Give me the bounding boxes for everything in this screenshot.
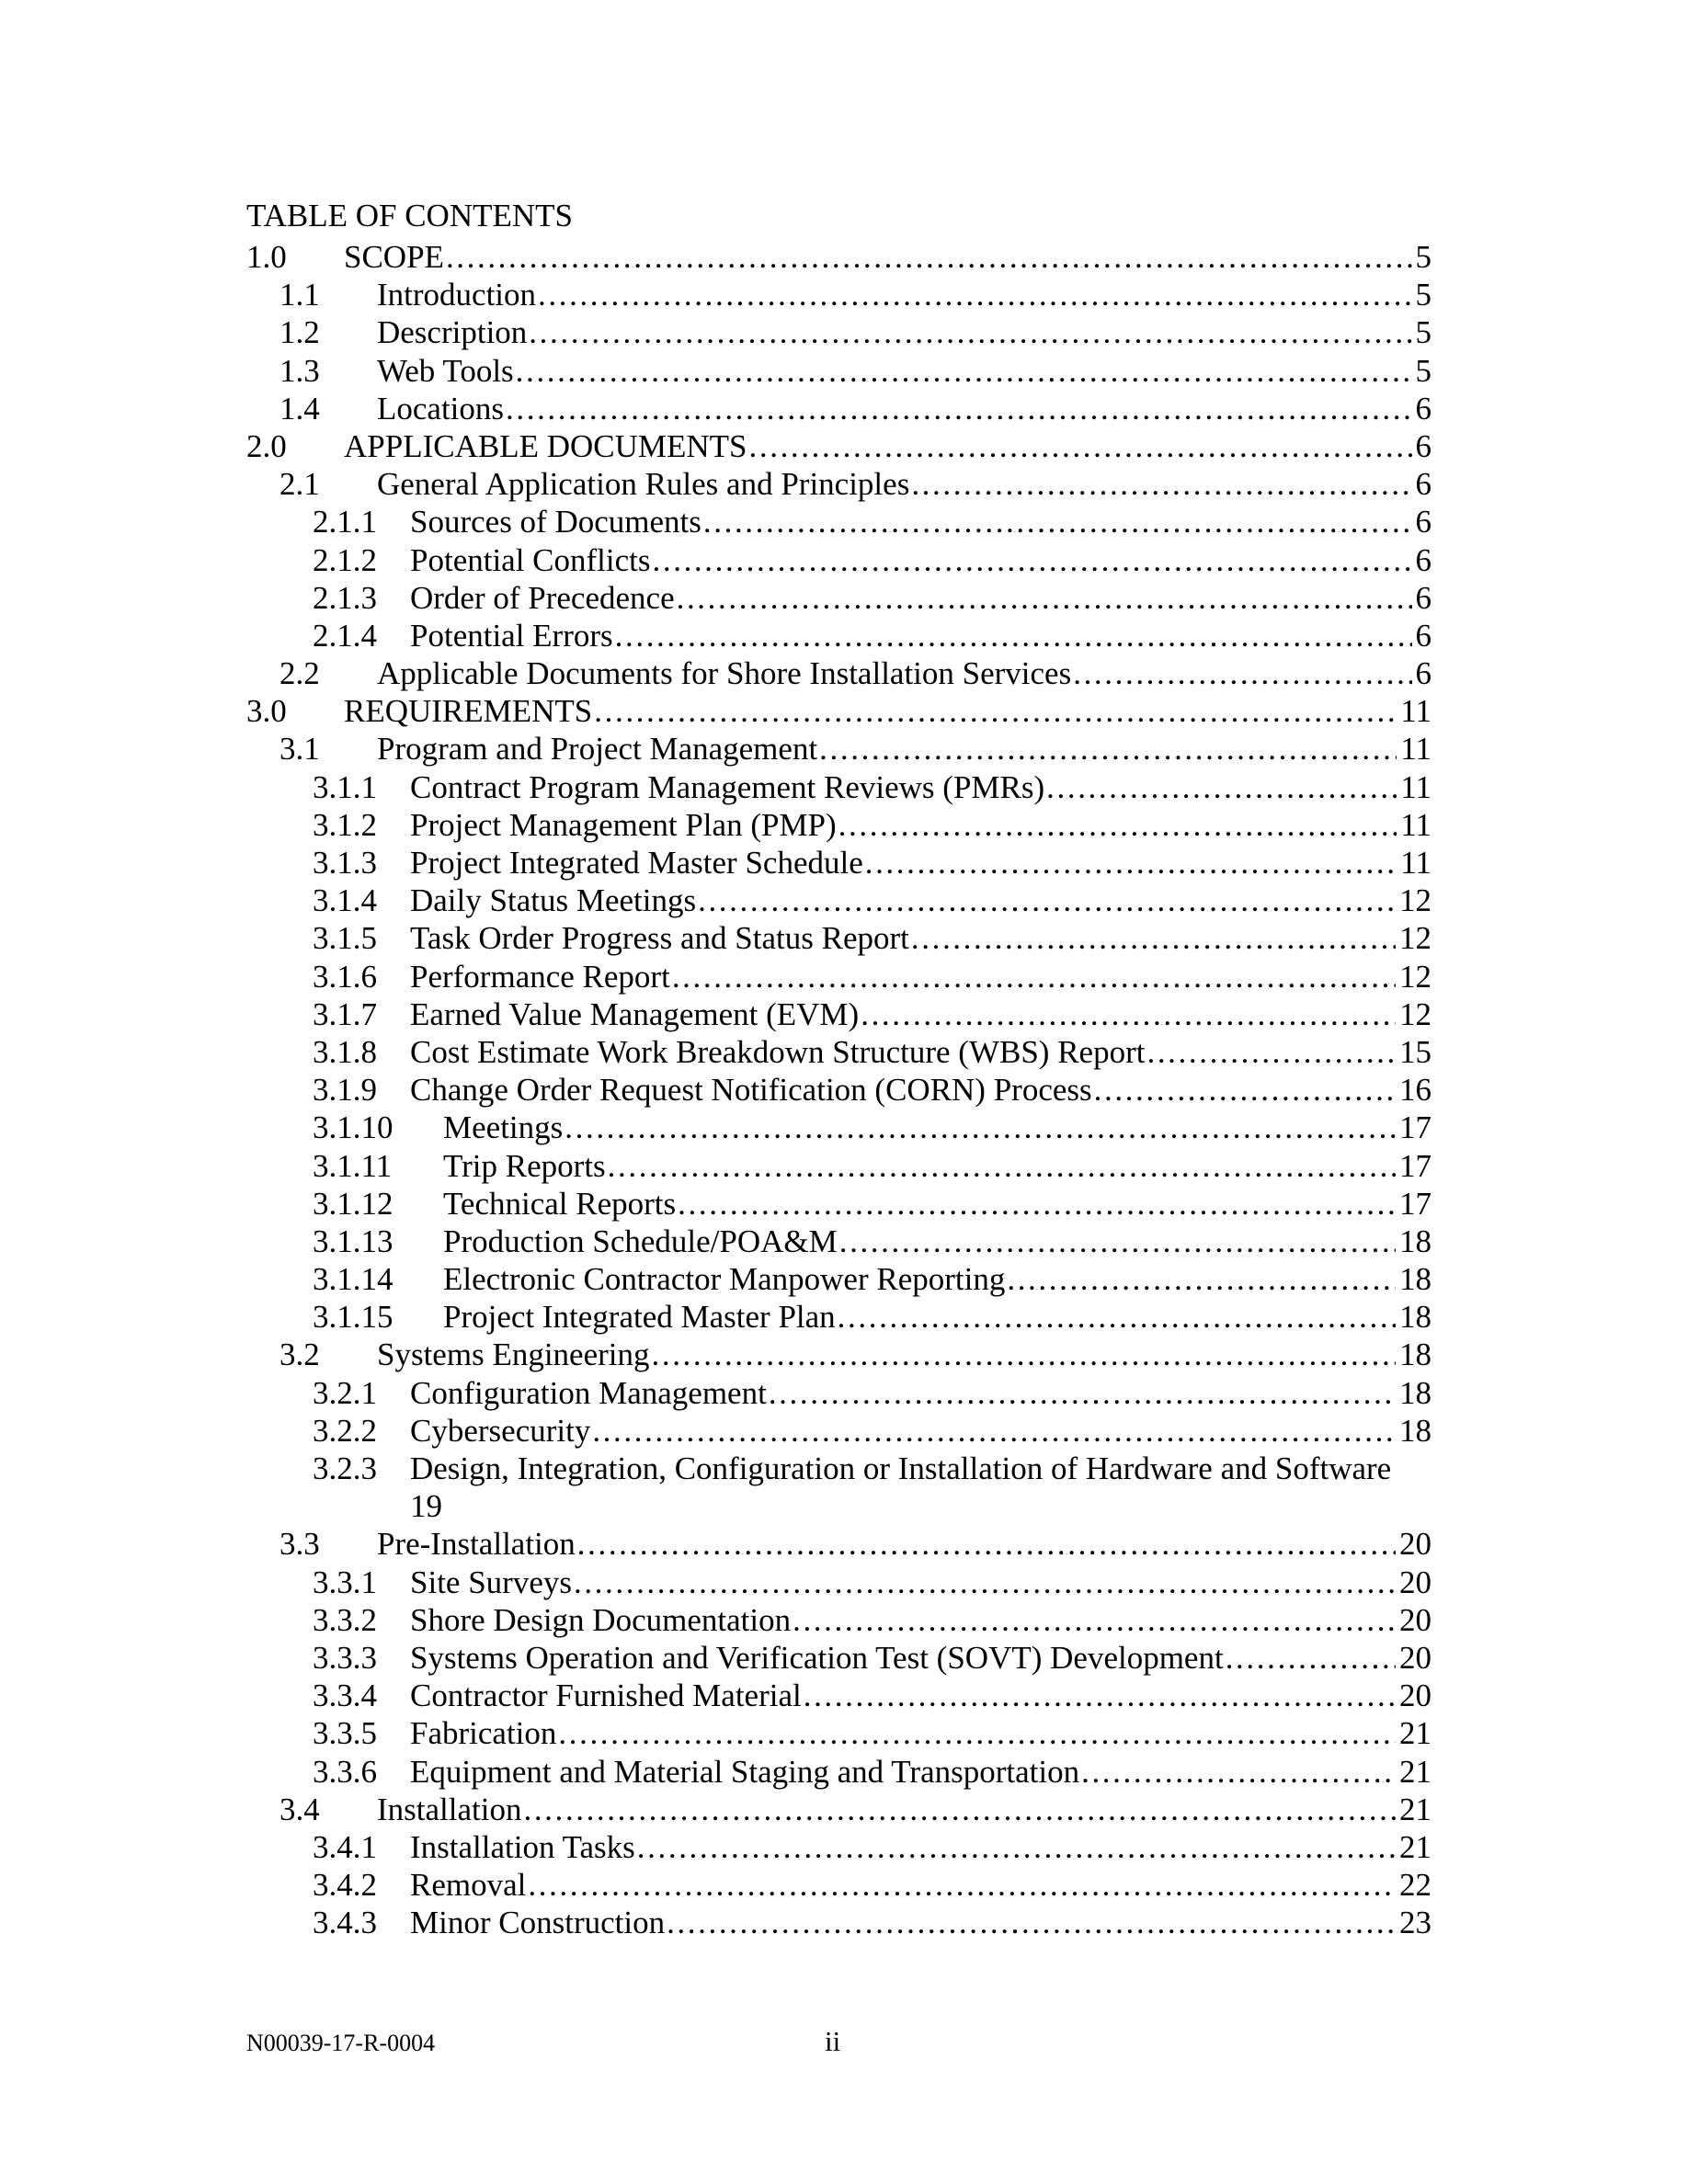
toc-dot-leader [1081,1753,1396,1791]
toc-entry[interactable] [246,1071,1431,1109]
toc-entry-number: 3.1.8 [313,1033,377,1070]
toc-entry[interactable] [246,1223,1431,1260]
toc-entry-number: 2.1.4 [313,617,377,654]
toc-entry[interactable] [246,1412,1431,1450]
toc-entry-title: Order of Precedence [410,579,675,616]
toc-entry-line [410,1828,1431,1866]
toc-entry-line [410,1071,1431,1109]
toc-entry-line [410,503,1431,540]
toc-entry-title: Installation [377,1791,522,1827]
toc-entry[interactable] [246,1753,1431,1791]
toc-entry-page: 15 [1396,1033,1431,1071]
toc-entry-number: 3.1.3 [313,845,377,881]
toc-dot-leader [1073,654,1411,692]
toc-entry-page: 6 [1412,465,1432,503]
toc-entry-page: 18 [1396,1336,1431,1373]
toc-entry[interactable] [246,1033,1431,1071]
toc-dot-leader [615,617,1412,654]
toc-entry-title: Design, Integration, Configuration or Installation of Hardware and Software [410,1450,1392,1486]
toc-entry-title: Meetings [443,1109,564,1146]
toc-entry-line [377,1336,1431,1373]
toc-entry-number: 3.1 [279,731,320,768]
toc-entry[interactable] [246,465,1431,503]
toc-entry-title: Contractor Furnished Material [410,1678,802,1714]
toc-entry[interactable] [246,1185,1431,1223]
toc-entry-number: 1.2 [279,314,320,351]
toc-entry-number: 3.3.5 [313,1715,377,1752]
toc-entry-number: 3.1.11 [313,1147,393,1184]
toc-entry-number: 3.2.3 [313,1450,377,1486]
toc-entry-line [410,958,1431,995]
toc-entry-number: 2.1 [279,466,320,503]
toc-entry-title: Potential Errors [410,617,613,654]
toc-entry-title: Potential Conflicts [410,541,651,578]
toc-entry-page: 6 [1412,427,1432,465]
toc-entry-title: Shore Design Documentation [410,1601,792,1638]
toc-entry-title: Change Order Request Notification (CORN) Process [410,1072,1092,1109]
toc-entry-number: 1.1 [279,277,320,313]
toc-dot-leader [1046,768,1397,806]
toc-entry-page: 20 [1396,1525,1431,1563]
toc-entry-title: Introduction [377,277,537,313]
toc-entry-title: Site Surveys [410,1564,572,1600]
toc-entry-number: 3.1.15 [313,1299,393,1336]
toc-entry-page: 5 [1412,276,1432,313]
toc-dot-leader [516,352,1412,390]
toc-entry-wrapped-text [410,1450,1431,1525]
toc-entry-title: Applicable Documents for Shore Installation Services [377,655,1072,692]
toc-entry-title: Technical Reports [443,1185,677,1222]
toc-entry-line [410,1564,1431,1601]
toc-dot-leader [769,1374,1396,1412]
toc-entry[interactable] [246,882,1431,919]
toc-entry[interactable] [246,1564,1431,1601]
toc-entry[interactable] [246,579,1431,617]
toc-dot-leader [446,238,1412,276]
toc-entry[interactable] [246,1639,1431,1677]
toc-entry-number: 3.4.3 [313,1905,377,1941]
toc-entry-page: 6 [1412,541,1432,579]
toc-entry[interactable] [246,1791,1431,1828]
toc-entry-page: 6 [1412,654,1432,692]
toc-entry-number: 3.1.2 [313,806,377,843]
toc-entry-page: 11 [1397,844,1431,882]
toc-entry-line [410,1677,1431,1714]
toc-entry[interactable] [246,1260,1431,1298]
toc-dot-leader [1007,1260,1396,1298]
toc-entry-page: 6 [1412,579,1432,617]
toc-entry-title: SCOPE [344,239,444,275]
toc-entry-line [377,313,1431,351]
toc-entry-title: Contract Program Management Reviews (PMRs) [410,768,1045,805]
toc-entry-page: 20 [1396,1564,1431,1601]
toc-entry-line [377,465,1431,503]
toc-entry-number: 2.2 [279,655,320,692]
toc-entry-line [410,1033,1431,1071]
toc-dot-leader [529,313,1411,351]
toc-entry-title: General Application Rules and Principles [377,466,910,503]
toc-entry-title: Cost Estimate Work Breakdown Structure (WBS) Report [410,1033,1146,1070]
toc-entry[interactable] [246,427,1431,465]
toc-entry-page: 20 [1396,1677,1431,1714]
toc-entry-number: 2.0 [246,427,287,464]
toc-entry[interactable] [246,1525,1431,1563]
toc-dot-leader [565,1109,1396,1146]
toc-entry-page: 21 [1396,1791,1431,1828]
toc-entry-line [344,427,1431,465]
toc-dot-leader [1094,1071,1396,1109]
toc-dot-leader [558,1714,1396,1752]
toc-entry-page: 18 [1396,1374,1431,1412]
footer-page-number: ii [825,2025,841,2057]
toc-entry[interactable] [246,1601,1431,1639]
toc-entry-title: Locations [377,390,505,427]
toc-entry[interactable] [246,617,1431,654]
toc-dot-leader [653,541,1412,579]
toc-entry-line [410,768,1431,806]
toc-dot-leader [749,427,1412,465]
footer-document-id: N00039-17-R-0004 [246,2030,436,2056]
toc-entry-line [410,1753,1431,1791]
toc-entry-number: 3.1.9 [313,1072,377,1109]
toc-entry-title: Earned Value Management (EVM) [410,995,860,1032]
toc-entry-line [410,1601,1431,1639]
toc-entry-line [410,579,1431,617]
toc-dot-leader [608,1147,1396,1185]
toc-entry-line [377,730,1431,768]
toc-entry-page: 17 [1396,1185,1431,1223]
toc-entry-line [377,654,1431,692]
toc-entry-page: 20 [1396,1639,1431,1677]
toc-entry-number: 3.3.2 [313,1601,377,1638]
toc-entry-line [443,1298,1431,1336]
toc-entry-title: Performance Report [410,958,670,995]
toc-entry-title: Trip Reports [443,1147,606,1184]
toc-dot-leader [637,1828,1396,1866]
toc-entry-page: 11 [1397,806,1431,844]
toc-entry-number: 3.4.1 [313,1828,377,1865]
toc-entry-line [344,238,1431,276]
toc-entry-page: 6 [1412,503,1432,540]
toc-entry-number: 3.2 [279,1337,320,1373]
toc-entry-line [410,995,1431,1033]
toc-dot-leader [861,995,1396,1033]
toc-entry[interactable] [246,1866,1431,1904]
toc-list [246,238,1431,1941]
toc-dot-leader [592,1412,1396,1450]
toc-entry-page: 21 [1396,1828,1431,1866]
toc-entry[interactable] [246,806,1431,844]
toc-dot-leader [839,1223,1396,1260]
toc-dot-leader [672,958,1396,995]
toc-dot-leader [1146,1033,1396,1071]
toc-entry-page: 23 [1396,1904,1431,1941]
toc-dot-leader [523,1791,1396,1828]
toc-entry-title: Pre-Installation [377,1526,576,1563]
toc-dot-leader [652,1336,1397,1373]
toc-entry-number: 3.3.4 [313,1678,377,1714]
toc-dot-leader [911,919,1396,957]
toc-entry[interactable] [246,844,1431,882]
toc-entry-page: 5 [1412,313,1432,351]
toc-entry[interactable] [246,1714,1431,1752]
toc-entry-line [410,1374,1431,1412]
toc-entry-line [377,1791,1431,1828]
toc-entry-number: 3.4.2 [313,1867,377,1904]
toc-entry-number: 3.3.3 [313,1639,377,1676]
toc-entry-page: 11 [1397,692,1431,730]
toc-entry-page: 21 [1396,1714,1431,1752]
toc-entry-number: 3.3.1 [313,1564,377,1600]
toc-entry-number: 3.1.13 [313,1223,393,1259]
toc-entry[interactable] [246,503,1431,540]
toc-entry-line [377,276,1431,313]
toc-entry-number: 2.1.1 [313,504,377,540]
toc-entry[interactable] [246,654,1431,692]
toc-entry-page: 11 [1397,730,1431,768]
toc-entry-page: 21 [1396,1753,1431,1791]
toc-entry-number: 3.3.6 [313,1753,377,1790]
toc-entry-line [410,1639,1431,1677]
toc-entry-page: 19 [410,1488,442,1524]
toc-entry-number: 3.1.4 [313,882,377,919]
toc-entry[interactable] [246,958,1431,995]
toc-dot-leader [538,276,1411,313]
toc-dot-leader [1226,1639,1396,1677]
toc-entry-page: 12 [1396,919,1431,957]
toc-entry-title: Web Tools [377,352,514,389]
toc-entry-line [410,617,1431,654]
toc-entry[interactable] [246,352,1431,390]
toc-entry[interactable] [246,995,1431,1033]
toc-dot-leader [838,806,1397,844]
toc-entry-title: Configuration Management [410,1374,767,1411]
toc-entry-page: 22 [1396,1866,1431,1904]
toc-entry-number: 3.1.14 [313,1261,393,1298]
toc-dot-leader [793,1601,1396,1639]
toc-entry-title: Program and Project Management [377,731,818,768]
toc-entry-line [410,1866,1431,1904]
toc-dot-leader [804,1677,1396,1714]
toc-entry[interactable] [246,1109,1431,1146]
toc-entry-title: Project Management Plan (PMP) [410,806,837,843]
toc-entry-line [410,541,1431,579]
toc-entry-title: Cybersecurity [410,1412,591,1449]
toc-entry-line [443,1185,1431,1223]
toc-entry-title: Production Schedule/POA&M [443,1223,838,1259]
toc-entry[interactable] [246,768,1431,806]
toc-entry-line [377,390,1431,427]
toc-entry-title: Project Integrated Master Schedule [410,845,863,881]
toc-entry-title: Electronic Contractor Manpower Reporting [443,1261,1006,1298]
toc-entry-title: Sources of Documents [410,504,701,540]
toc-entry-title: Systems Operation and Verification Test (SOVT) Development [410,1639,1224,1676]
toc-entry-number: 3.3 [279,1526,320,1563]
toc-entry[interactable] [246,730,1431,768]
toc-entry-page: 12 [1396,882,1431,919]
toc-dot-leader [577,1525,1396,1563]
toc-entry-page: 18 [1396,1412,1431,1450]
toc-entry-page: 12 [1396,958,1431,995]
toc-entry-line [377,1525,1431,1563]
toc-entry-number: 3.1.6 [313,958,377,995]
toc-entry-line [443,1260,1431,1298]
toc-entry-line [410,1714,1431,1752]
toc-entry[interactable] [246,541,1431,579]
toc-entry-number: 1.3 [279,352,320,389]
toc-entry-title: Installation Tasks [410,1828,635,1865]
toc-entry-number: 3.4 [279,1791,320,1827]
toc-entry-line [377,352,1431,390]
toc-dot-leader [911,465,1411,503]
toc-entry-number: 1.0 [246,239,287,275]
toc-entry-title: Project Integrated Master Plan [443,1299,836,1336]
toc-dot-leader [819,730,1397,768]
toc-entry-page: 6 [1412,390,1432,427]
toc-entry[interactable] [246,919,1431,957]
toc-entry-number: 2.1.3 [313,579,377,616]
toc-entry-line [410,1904,1431,1941]
toc-entry[interactable] [246,1298,1431,1336]
toc-entry-page: 20 [1396,1601,1431,1639]
toc-entry[interactable] [246,1904,1431,1941]
toc-heading: TABLE OF CONTENTS [246,198,573,233]
toc-entry-title: APPLICABLE DOCUMENTS [344,427,747,464]
toc-entry-title: Daily Status Meetings [410,882,697,919]
toc-dot-leader [667,1904,1396,1941]
toc-entry[interactable] [246,1374,1431,1412]
toc-entry-title: Description [377,314,528,351]
toc-dot-leader [838,1298,1396,1336]
toc-entry-page: 17 [1396,1147,1431,1185]
toc-entry[interactable] [246,1147,1431,1185]
toc-entry-number: 3.1.10 [313,1109,393,1146]
toc-entry[interactable] [246,390,1431,427]
toc-entry-title: Removal [410,1867,527,1904]
toc-entry-line [443,1223,1431,1260]
toc-entry[interactable] [246,276,1431,313]
toc-dot-leader [678,1185,1396,1223]
toc-entry-title: Fabrication [410,1715,557,1752]
toc-entry-number: 1.4 [279,390,320,427]
toc-entry-page: 11 [1397,768,1431,806]
toc-entry[interactable] [246,313,1431,351]
toc-entry-page: 16 [1396,1071,1431,1109]
toc-dot-leader [677,579,1412,617]
toc-entry-title: Minor Construction [410,1905,666,1941]
toc-entry-line [443,1109,1431,1146]
toc-entry-number: 3.1.1 [313,768,377,805]
toc-entry-number: 3.2.2 [313,1412,377,1449]
toc-dot-leader [865,844,1397,882]
toc-entry-page: 18 [1396,1298,1431,1336]
toc-entry-line [410,806,1431,844]
toc-dot-leader [703,503,1412,540]
toc-entry-page: 6 [1412,617,1432,654]
toc-dot-leader [698,882,1396,919]
toc-dot-leader [528,1866,1396,1904]
toc-entry-line [443,1147,1431,1185]
toc-entry-page: 17 [1396,1109,1431,1146]
toc-entry-page: 12 [1396,995,1431,1033]
toc-dot-leader [594,692,1397,730]
toc-entry-page: 5 [1412,238,1432,276]
toc-entry-page: 18 [1396,1260,1431,1298]
toc-entry[interactable] [246,692,1431,730]
toc-entry-number: 3.2.1 [313,1374,377,1411]
toc-entry-title: Task Order Progress and Status Report [410,920,909,957]
toc-entry-title: REQUIREMENTS [344,693,593,730]
toc-entry-line [344,692,1431,730]
toc-entry[interactable] [246,238,1431,276]
toc-entry-number: 3.1.7 [313,995,377,1032]
toc-entry-number: 3.1.12 [313,1185,393,1222]
toc-entry-page: 18 [1396,1223,1431,1260]
toc-entry-number: 3.0 [246,693,287,730]
toc-entry-number: 2.1.2 [313,541,377,578]
toc-entry[interactable] [246,1828,1431,1866]
toc-entry-line [410,844,1431,882]
toc-entry[interactable] [246,1677,1431,1714]
toc-entry-title: Systems Engineering [377,1337,650,1373]
toc-dot-leader [506,390,1411,427]
toc-dot-leader [574,1564,1396,1601]
toc-entry-page: 5 [1412,352,1432,390]
toc-entry[interactable] [246,1336,1431,1373]
toc-entry-number: 3.1.5 [313,920,377,957]
toc-entry[interactable] [246,1450,1431,1525]
toc-entry-line [410,919,1431,957]
toc-entry-title: Equipment and Material Staging and Transportation [410,1753,1080,1790]
toc-entry-line [410,882,1431,919]
toc-entry-line [410,1412,1431,1450]
